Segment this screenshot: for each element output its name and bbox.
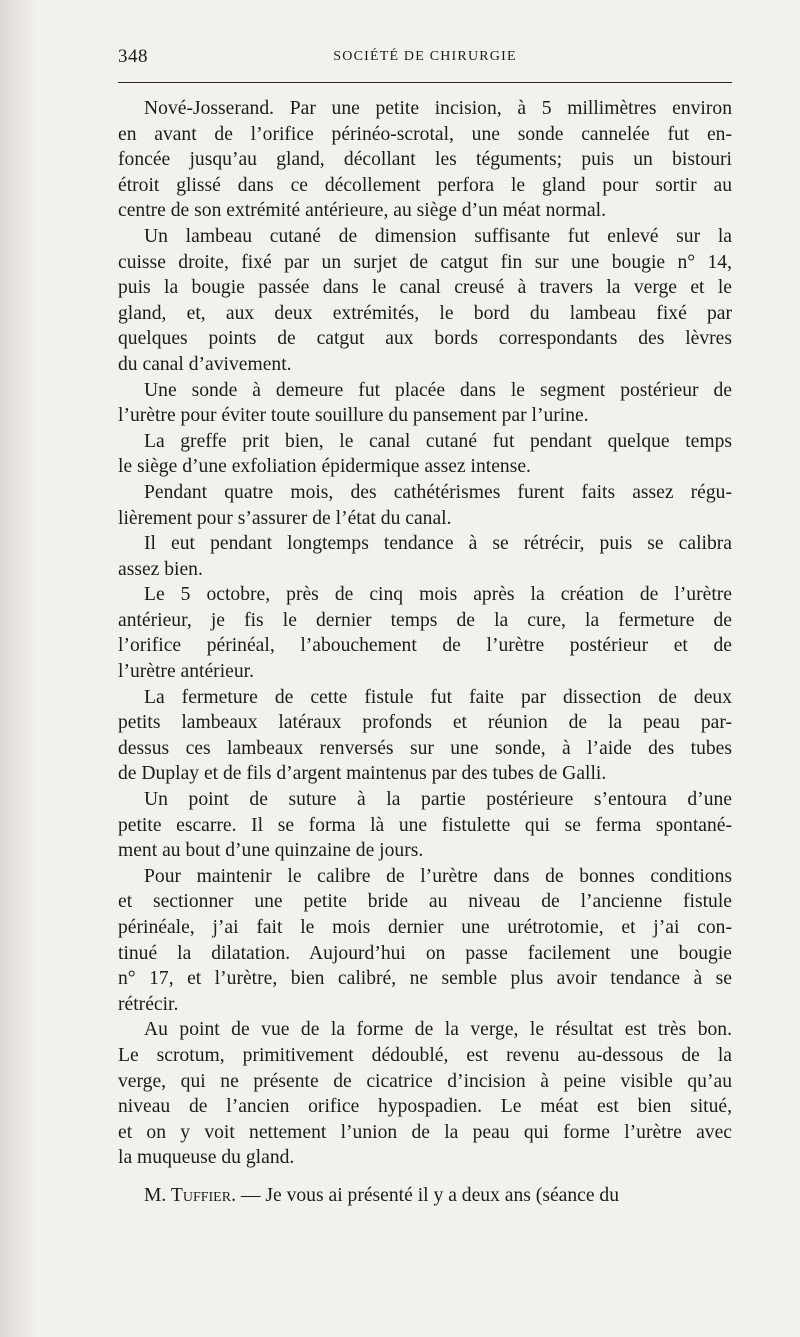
- paragraph-line: du canal d’avivement.: [118, 353, 292, 375]
- paragraph-line: La fermeture de cette fistule fut faite par dissection de deux: [144, 686, 732, 708]
- paragraph-line: et on y voit nettement l’union de la peau qui forme l’urètre avec: [118, 1121, 732, 1143]
- speaker-name: M. Tuffier.: [144, 1185, 236, 1206]
- speaker-paragraph: [118, 1183, 732, 1209]
- paragraph-line: et sectionner une petite bride au niveau de l’ancienne fistule: [118, 891, 732, 913]
- page-edge-shadow: [0, 0, 38, 1337]
- paragraph-line: [118, 1183, 732, 1209]
- paragraph-line: Un point de suture à la partie postérieure s’entoura d’une: [144, 789, 732, 811]
- paragraph-line: assez bien.: [118, 558, 203, 580]
- paragraph-line: la muqueuse du gland.: [118, 1147, 295, 1169]
- paragraph-line: Pour maintenir le calibre de l’urètre dans de bonnes conditions: [144, 865, 732, 887]
- paragraph: [118, 378, 732, 429]
- paragraph-line: le siège d’une exfoliation épidermique assez intense.: [118, 456, 531, 478]
- paragraph-line: périnéale, j’ai fait le mois dernier une urétrotomie, et j’ai con-: [118, 917, 732, 938]
- paragraph-line: niveau de l’ancien orifice hypospadien. Le méat est bien situé,: [118, 1096, 732, 1118]
- paragraph-line: Au point de vue de la forme de la verge, le résultat est très bon.: [144, 1019, 732, 1041]
- paragraph: [118, 864, 732, 1018]
- paragraph-line: petits lambeaux latéraux profonds et réunion de la peau par-: [118, 712, 732, 734]
- paragraph-line: antérieur, je fis le dernier temps de la cure, la fermeture de: [118, 609, 732, 631]
- paragraph-line: Pendant quatre mois, des cathétérismes furent faits assez régu-: [144, 481, 732, 503]
- paragraph-line: gland, et, aux deux extrémités, le bord du lambeau fixé par: [118, 302, 732, 324]
- paragraph: [118, 96, 732, 224]
- page-number: 348: [118, 46, 148, 67]
- paragraph: [118, 429, 732, 480]
- paragraph-line: lièrement pour s’assurer de l’état du canal.: [118, 507, 452, 529]
- paragraph: [118, 787, 732, 864]
- paragraph: [118, 480, 732, 531]
- paragraph: [118, 224, 732, 378]
- paragraph-line: Une sonde à demeure fut placée dans le segment postérieur de: [144, 379, 732, 401]
- paragraph-line: ment au bout d’une quinzaine de jours.: [118, 840, 424, 862]
- paragraph-line: verge, qui ne présente de cicatrice d’incision à peine visible qu’au: [118, 1070, 732, 1092]
- paragraph-line: l’urètre pour éviter toute souillure du pansement par l’urine.: [118, 405, 589, 427]
- paragraph-line: en avant de l’orifice périnéo-scrotal, une sonde cannelée fut en-: [118, 123, 732, 145]
- paragraph-line: Nové-Josserand. Par une petite incision, à 5 millimètres environ: [144, 98, 732, 119]
- paragraph: [118, 1017, 732, 1171]
- paragraph-line: cuisse droite, fixé par un surjet de catgut fin sur une bougie n° 14,: [118, 251, 732, 273]
- paragraph-line: tinué la dilatation. Aujourd’hui on passe facilement une bougie: [118, 942, 732, 964]
- paragraph-line: Le scrotum, primitivement dédoublé, est revenu au-dessous de la: [118, 1044, 732, 1066]
- paragraph-line: centre de son extrémité antérieure, au siège d’un méat normal.: [118, 200, 606, 222]
- paragraph-line: l’orifice périnéal, l’abouchement de l’urètre postérieur et de: [118, 635, 732, 657]
- paragraph: [118, 582, 732, 684]
- paragraph-line: puis la bougie passée dans le canal creusé à travers la verge et le: [118, 277, 732, 299]
- running-head-title: SOCIÉTÉ DE CHIRURGIE: [333, 49, 517, 64]
- paragraph-line: dessus ces lambeaux renversés sur une sonde, à l’aide des tubes: [118, 737, 732, 759]
- paragraph: [118, 685, 732, 787]
- paragraph-line: de Duplay et de fils d’argent maintenus par des tubes de Galli.: [118, 763, 607, 785]
- paragraph-line: La greffe prit bien, le canal cutané fut pendant quelque temps: [144, 430, 732, 452]
- speaker-text: — Je vous ai présenté il y a deux ans (séance du: [240, 1185, 620, 1206]
- paragraph-line: quelques points de catgut aux bords correspondants des lèvres: [118, 328, 732, 350]
- paragraph-line: Un lambeau cutané de dimension suffisante fut enlevé sur la: [144, 225, 732, 247]
- paragraph: [118, 531, 732, 582]
- running-head: [118, 46, 732, 70]
- paragraph-line: Le 5 octobre, près de cinq mois après la création de l’urètre: [144, 584, 732, 606]
- paragraph-line: Il eut pendant longtemps tendance à se rétrécir, puis se calibra: [144, 533, 732, 555]
- paragraph-line: rétrécir.: [118, 993, 179, 1015]
- paragraph-line: l’urètre antérieur.: [118, 661, 254, 683]
- paragraph-line: n° 17, et l’urètre, bien calibré, ne semble plus avoir tendance à se: [118, 968, 732, 990]
- paragraph-line: étroit glissé dans ce décollement perfora le gland pour sortir au: [118, 174, 732, 196]
- header-rule: [118, 82, 732, 83]
- paragraph-line: foncée jusqu’au gland, décollant les téguments; puis un bistouri: [118, 149, 732, 171]
- body-text: [118, 96, 732, 1171]
- paragraph-line: petite escarre. Il se forma là une fistulette qui se ferma spontané-: [118, 814, 732, 836]
